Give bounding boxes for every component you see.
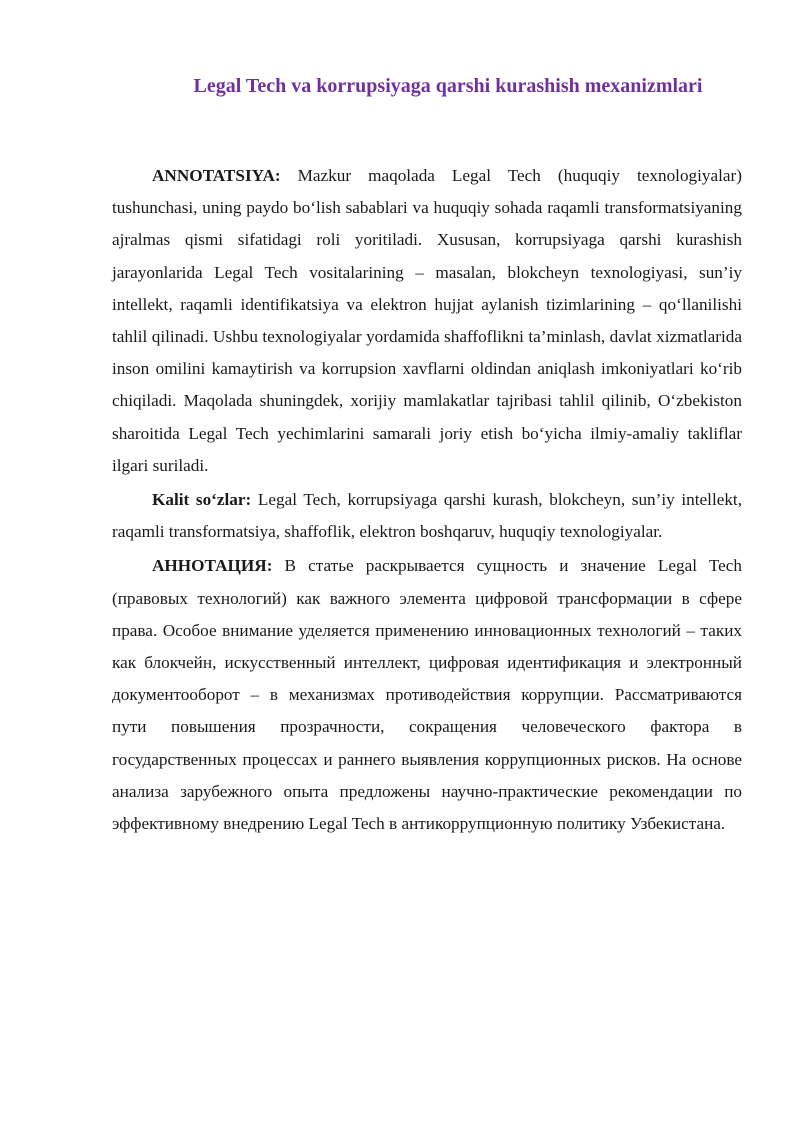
annotation-ru-label: АННОТАЦИЯ: [152, 556, 273, 576]
annotation-uz-text: Mazkur maqolada Legal Tech (huquqiy texnologiyalar) tushunchasi, uning paydo bo‘lish sabablari va huquqiy sohada raqamli transformatsiyaning ajralmas qismi sifatidagi roli yoritiladi. Xususan, korrupsiyaga qarshi kurashish jarayonlarida Legal Tech vositalarining – masalan, blokcheyn texnologiyasi, sun’iy intellekt, raqamli identifikatsiya va elektron hujjat aylanish tizimlarining – qo‘llanilishi tahlil qilinadi. Ushbu texnologiyalar yordamida shaffoflikni ta’minlash, davlat xizmatlarida inson omilini kamaytirish va korrupsion xavflarni oldindan aniqlash imkoniyatlari ko‘rib chiqiladi. Maqolada shuningdek, xorijiy mamlakatlar tajribasi tahlil qilinib, O‘zbekiston sharoitida Legal Tech yechimlarini samarali joriy etish bo‘yicha ilmiy-amaliy takliflar ilgari suriladi. [112, 166, 742, 475]
annotation-uz-label: ANNOTATSIYA: [152, 166, 281, 185]
annotation-ru-text: В статье раскрывается сущность и значение Legal Tech (правовых технологий) как важного элемента цифровой трансформации в сфере права. Особое внимание уделяется применению инновационных технологий – таких как блокчейн, искусственный интеллект, цифровая идентификация и электронный документооборот – в механизмах противодействия коррупции. Рассматриваются пути повышения прозрачности, сокращения человеческого фактора в государственных процессах и раннего выявления коррупционных рисков. На основе анализа зарубежного опыта предложены научно-практические рекомендации по эффективному внедрению Legal Tech в антикоррупционную политику Узбекистана. [112, 556, 742, 834]
annotation-ru-paragraph [112, 550, 742, 840]
document-title: Legal Tech va korrupsiyaga qarshi kurashish mexanizmlari [193, 75, 703, 97]
document-body [112, 160, 742, 842]
keywords-paragraph [112, 484, 742, 548]
keywords-label: Kalit so‘zlar: [152, 490, 252, 510]
keywords-text: Legal Tech, korrupsiyaga qarshi kurash, blokcheyn, sun’iy intellekt, raqamli transformatsiya, shaffoflik, elektron boshqaruv, huquqiy texnologiyalar. [112, 490, 743, 542]
annotation-uz-paragraph [112, 160, 742, 482]
